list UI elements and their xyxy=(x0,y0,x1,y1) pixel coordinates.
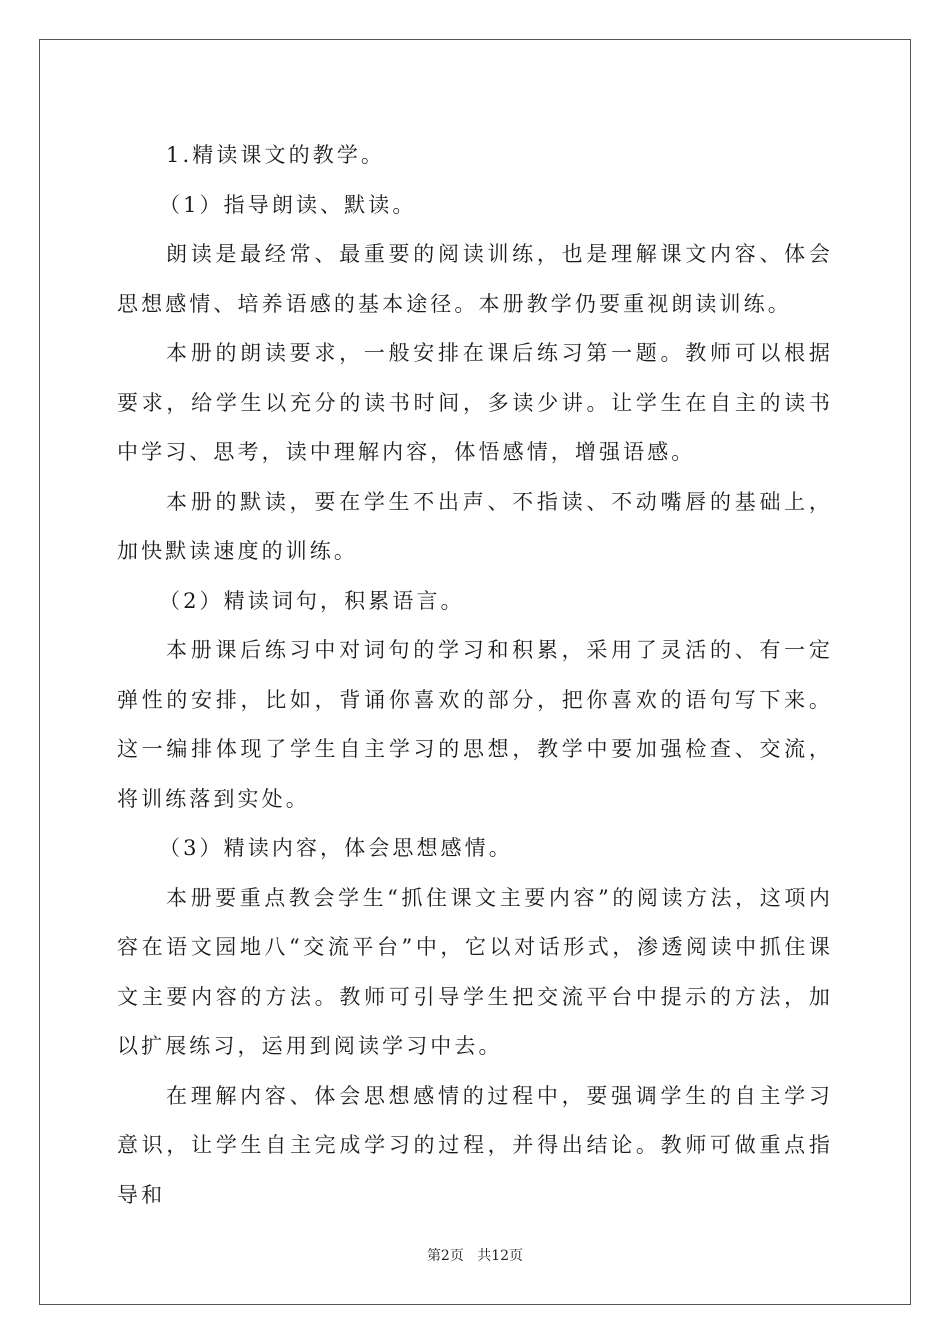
page-footer xyxy=(0,1247,950,1265)
document-body xyxy=(117,131,833,1220)
page-total: 共12页 xyxy=(477,1248,524,1264)
subsection-heading: （2）精读词句，积累语言。 xyxy=(159,588,465,613)
body-paragraph: 本册要重点教会学生“抓住课文主要内容”的阅读方法，这项内容在语文园地八“交流平台”中，它以对话形式，渗透阅读中抓住课文主要内容的方法。教师可引导学生把交流平台中提示的方法，加以扩展练习，运用到阅读学习中去。 xyxy=(117,885,833,1058)
subsection-heading: （1）指导朗读、默读。 xyxy=(159,192,417,217)
page-number: 第2页 xyxy=(426,1248,464,1264)
body-paragraph: 本册课后练习中对词句的学习和积累，采用了灵活的、有一定弹性的安排，比如，背诵你喜欢的部分，把你喜欢的语句写下来。这一编排体现了学生自主学习的思想，教学中要加强检查、交流，将训练落到实处。 xyxy=(117,638,833,811)
subsection-heading: （3）精读内容，体会思想感情。 xyxy=(159,836,513,860)
body-paragraph: 朗读是最经常、最重要的阅读训练，也是理解课文内容、体会思想感情、培养语感的基本途径。本册教学仍要重视朗读训练。 xyxy=(117,242,833,316)
body-paragraph: 在理解内容、体会思想感情的过程中，要强调学生的自主学习意识，让学生自主完成学习的过程，并得出结论。教师可做重点指导和 xyxy=(117,1083,833,1207)
body-paragraph: 本册的朗读要求，一般安排在课后练习第一题。教师可以根据要求，给学生以充分的读书时间，多读少讲。让学生在自主的读书中学习、思考，读中理解内容，体悟感情，增强语感。 xyxy=(117,341,833,464)
section-heading: 1.精读课文的教学。 xyxy=(166,143,386,167)
body-paragraph: 本册的默读，要在学生不出声、不指读、不动嘴唇的基础上，加快默读速度的训练。 xyxy=(117,489,833,563)
